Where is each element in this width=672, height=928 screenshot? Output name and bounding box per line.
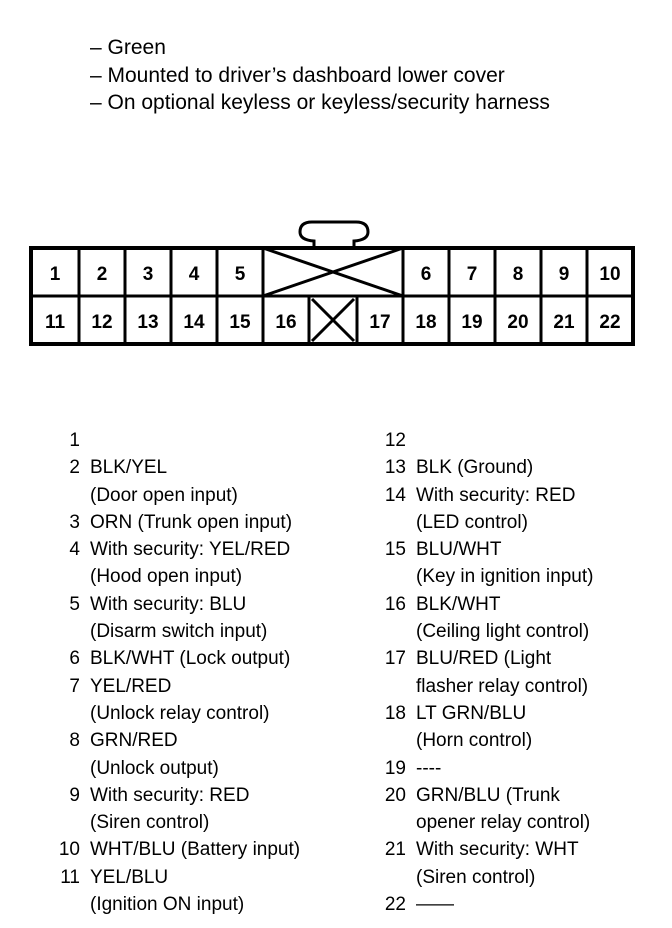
pin-description: BLU/WHT (Key in ignition input) (416, 539, 594, 588)
pin-number: 4 (69, 539, 80, 561)
pin-label: 13 (137, 312, 159, 333)
pin-entry (376, 427, 666, 454)
pin-number: 13 (384, 457, 406, 479)
pin-label: 15 (229, 312, 251, 333)
pin-number: 11 (60, 866, 80, 888)
pin-label: 11 (44, 312, 66, 333)
pin-number: 12 (384, 430, 406, 451)
pin-number: 9 (69, 784, 80, 806)
pin-label: 2 (96, 264, 108, 285)
pin-description: BLK/WHT (Ceiling light control) (416, 593, 590, 643)
pin-label: 3 (142, 264, 154, 285)
pin-entry (50, 427, 350, 454)
pin-number: 5 (69, 593, 80, 615)
pin-description: BLU/RED (Light flasher relay control) (416, 648, 589, 697)
pin-label: 1 (49, 264, 61, 285)
pin-entry (50, 782, 350, 837)
pin-entry (50, 454, 350, 509)
note-harness: – On optional keyless or keyless/security harness (90, 91, 550, 114)
pin-number: 8 (69, 730, 80, 752)
pin-list-right (376, 427, 666, 918)
pin-description: With security: RED (LED control) (416, 484, 576, 533)
pin-entry (50, 864, 350, 919)
pin-label: 21 (553, 312, 575, 333)
pin-description: BLK/WHT (Lock output) (90, 648, 291, 670)
pin-number: 6 (69, 648, 80, 670)
pin-entry (376, 454, 666, 481)
pin-description: WHT/BLU (Battery input) (90, 839, 301, 861)
pin-description: With security: YEL/RED (Hood open input) (90, 539, 291, 588)
pin-description: BLK (Ground) (416, 457, 534, 479)
pin-entry (50, 727, 350, 782)
pin-entry (376, 591, 666, 646)
pin-entry (376, 782, 666, 837)
pin-description: ORN (Trunk open input) (90, 511, 293, 533)
pin-description: ---- (416, 757, 442, 779)
note-color: – Green (90, 36, 166, 59)
pin-label: 6 (420, 264, 432, 285)
note-location: – Mounted to driver’s dashboard lower cover (90, 63, 505, 87)
pin-entry (376, 645, 666, 700)
pin-number: 1 (69, 430, 80, 451)
pin-description (90, 427, 350, 454)
pin-label: 12 (91, 312, 113, 333)
pin-label: 17 (369, 312, 391, 333)
pin-number: 2 (69, 457, 80, 479)
pin-number: 19 (384, 757, 406, 779)
pin-label: 4 (188, 264, 200, 285)
pin-label: 8 (512, 264, 524, 285)
pin-label: 19 (461, 312, 483, 333)
pin-number: 20 (384, 784, 406, 806)
pin-list-left (50, 427, 350, 918)
pin-label: 20 (507, 312, 529, 333)
pin-number: 16 (384, 593, 406, 615)
pin-label: 9 (558, 264, 570, 285)
pin-description: With security: WHT (Siren control) (416, 839, 579, 888)
pin-entry (376, 482, 666, 537)
pin-label: 22 (599, 312, 621, 333)
pin-number: 17 (384, 648, 406, 670)
pin-entry (50, 509, 350, 536)
pin-number: 15 (384, 539, 406, 561)
pin-entry (376, 536, 666, 591)
pin-number: 22 (384, 894, 406, 916)
pin-description: YEL/RED (Unlock relay control) (90, 675, 270, 724)
pin-description: With security: RED (Siren control) (90, 784, 250, 834)
pin-entry (50, 591, 350, 646)
pin-number: 10 (58, 839, 80, 861)
pin-description (416, 427, 666, 454)
pin-entry (50, 645, 350, 672)
connector-face-diagram (0, 0, 672, 400)
pin-number: 21 (384, 839, 406, 861)
pin-description: LT GRN/BLU (Horn control) (416, 702, 533, 752)
pin-description: —— (416, 894, 454, 916)
pin-label: 16 (275, 312, 297, 333)
pin-description: BLK/YEL (Door open input) (90, 457, 238, 506)
pin-number: 3 (69, 511, 80, 533)
pin-description: GRN/BLU (Trunk opener relay control) (416, 784, 591, 834)
pin-description: With security: BLU (Disarm switch input) (90, 593, 268, 643)
pin-label: 14 (183, 312, 205, 333)
pin-entry (376, 836, 666, 891)
pin-entry (50, 836, 350, 863)
pin-number: 7 (69, 675, 80, 697)
pin-entry (376, 891, 666, 918)
connector-lock-tab (300, 222, 368, 248)
pin-entry (376, 755, 666, 782)
pin-number: 18 (384, 702, 406, 724)
pin-description: YEL/BLU (Ignition ON input) (90, 866, 245, 916)
pin-label: 18 (415, 312, 437, 333)
pin-entry (50, 536, 350, 591)
pin-label: 10 (599, 264, 621, 285)
pin-entry (376, 700, 666, 755)
pin-label: 7 (466, 264, 478, 285)
pin-label: 5 (234, 264, 246, 285)
pin-number: 14 (384, 484, 406, 506)
pin-entry (50, 673, 350, 728)
pin-description: GRN/RED (Unlock output) (90, 730, 219, 779)
